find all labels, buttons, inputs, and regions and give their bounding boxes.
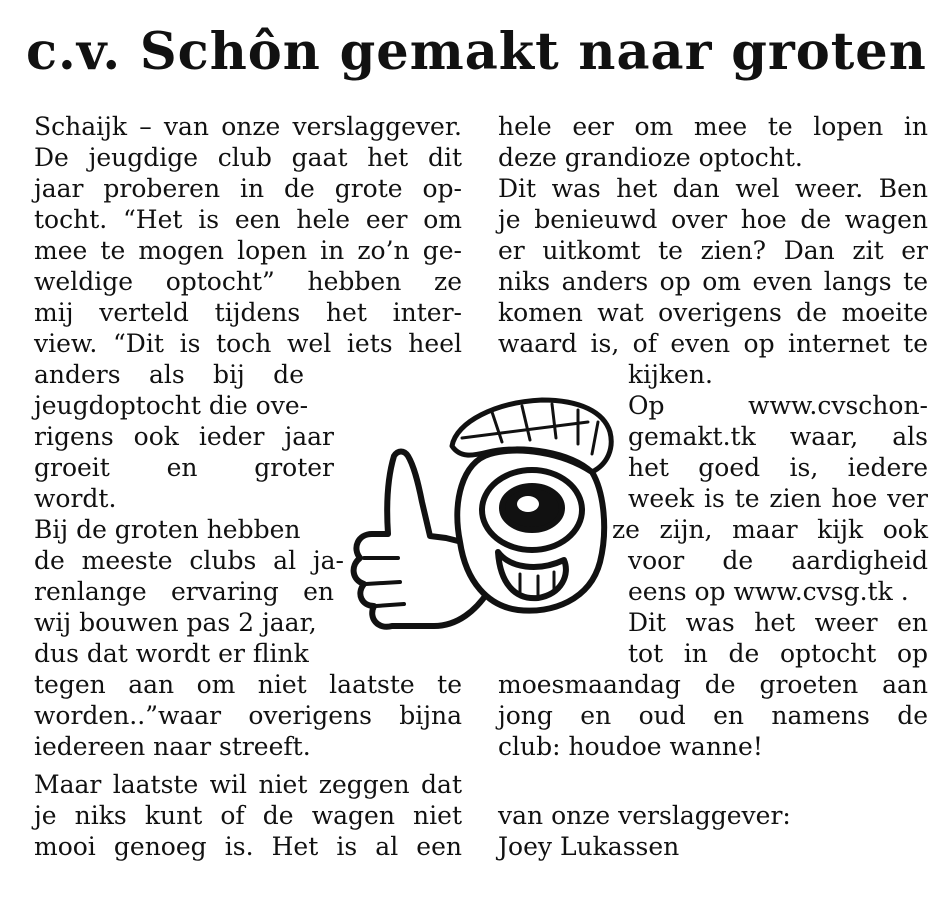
article-line: voor de aardigheid [628, 546, 928, 575]
article-line: Op www.cvschon- [628, 391, 928, 420]
article-line: ze zijn, maar kijk ook [612, 515, 928, 544]
article-line: week is te zien hoe ver [628, 484, 928, 513]
article-line: moesmaandag de groeten aan [498, 670, 928, 699]
mascot-head-icon [457, 451, 604, 611]
article-line: Maar laatste wil niet zeggen dat [34, 770, 462, 799]
article-line: worden..”waar overigens bijna [34, 701, 462, 730]
article-line: jeugdoptocht die ove- [34, 391, 309, 420]
article-line: view. “Dit is toch wel iets heel [34, 329, 462, 358]
article-line: tot in de optocht op [628, 639, 928, 668]
article-line: dus dat wordt er flink [34, 639, 309, 668]
article-line: eens op www.cvsg.tk . [628, 577, 909, 606]
article-line: je niks kunt of de wagen niet [34, 801, 462, 830]
article-line: mee te mogen lopen in zo’n ge- [34, 236, 462, 265]
article-line: de meeste clubs al ja- [34, 546, 344, 575]
article-line: gemakt.tk waar, als [628, 422, 928, 451]
article-line: niks anders op om even langs te [498, 267, 928, 296]
article-line: weldige optocht” hebben ze [34, 267, 462, 296]
article-line: wij bouwen pas 2 jaar, [34, 608, 317, 637]
article-line: anders als bij de [34, 360, 304, 389]
article-line: komen wat overigens de moeite [498, 298, 928, 327]
article-line: Dit was het weer en [628, 608, 928, 637]
article-line: iedereen naar streeft. [34, 732, 311, 761]
article-line: wordt. [34, 484, 117, 513]
article-line: tegen aan om niet laatste te [34, 670, 462, 699]
article-line: hele eer om mee te lopen in [498, 112, 928, 141]
article-line: er uitkomt te zien? Dan zit er [498, 236, 928, 265]
mascot-illustration [342, 392, 618, 654]
article-line: Schaijk – van onze verslaggever. [34, 112, 462, 141]
article-line: waard is, of even op internet te [498, 329, 928, 358]
article-line: Bij de groten hebben [34, 515, 301, 544]
article-line: rigens ook ieder jaar [34, 422, 334, 451]
headline: c.v. Schôn gemakt naar groten [26, 22, 927, 82]
article-line: jong en oud en namens de [498, 701, 928, 730]
article-line: groeit en groter [34, 453, 334, 482]
byline-author: Joey Lukassen [498, 832, 680, 861]
article-line: mij verteld tijdens het inter- [34, 298, 462, 327]
article-line: kijken. [628, 360, 713, 389]
article-line: het goed is, iedere [628, 453, 928, 482]
article-line: Dit was het dan wel weer. Ben [498, 174, 928, 203]
article-line: tocht. “Het is een hele eer om [34, 205, 462, 234]
byline-label: van onze verslaggever: [498, 801, 791, 830]
article-line: deze grandioze optocht. [498, 143, 803, 172]
article-line: renlange ervaring en [34, 577, 334, 606]
article-line: club: houdoe wanne! [498, 732, 763, 761]
article-line: je benieuwd over hoe de wagen [498, 205, 928, 234]
article-line: jaar proberen in de grote op- [34, 174, 462, 203]
article-line: mooi genoeg is. Het is al een [34, 832, 462, 861]
article-line: De jeugdige club gaat het dit [34, 143, 462, 172]
